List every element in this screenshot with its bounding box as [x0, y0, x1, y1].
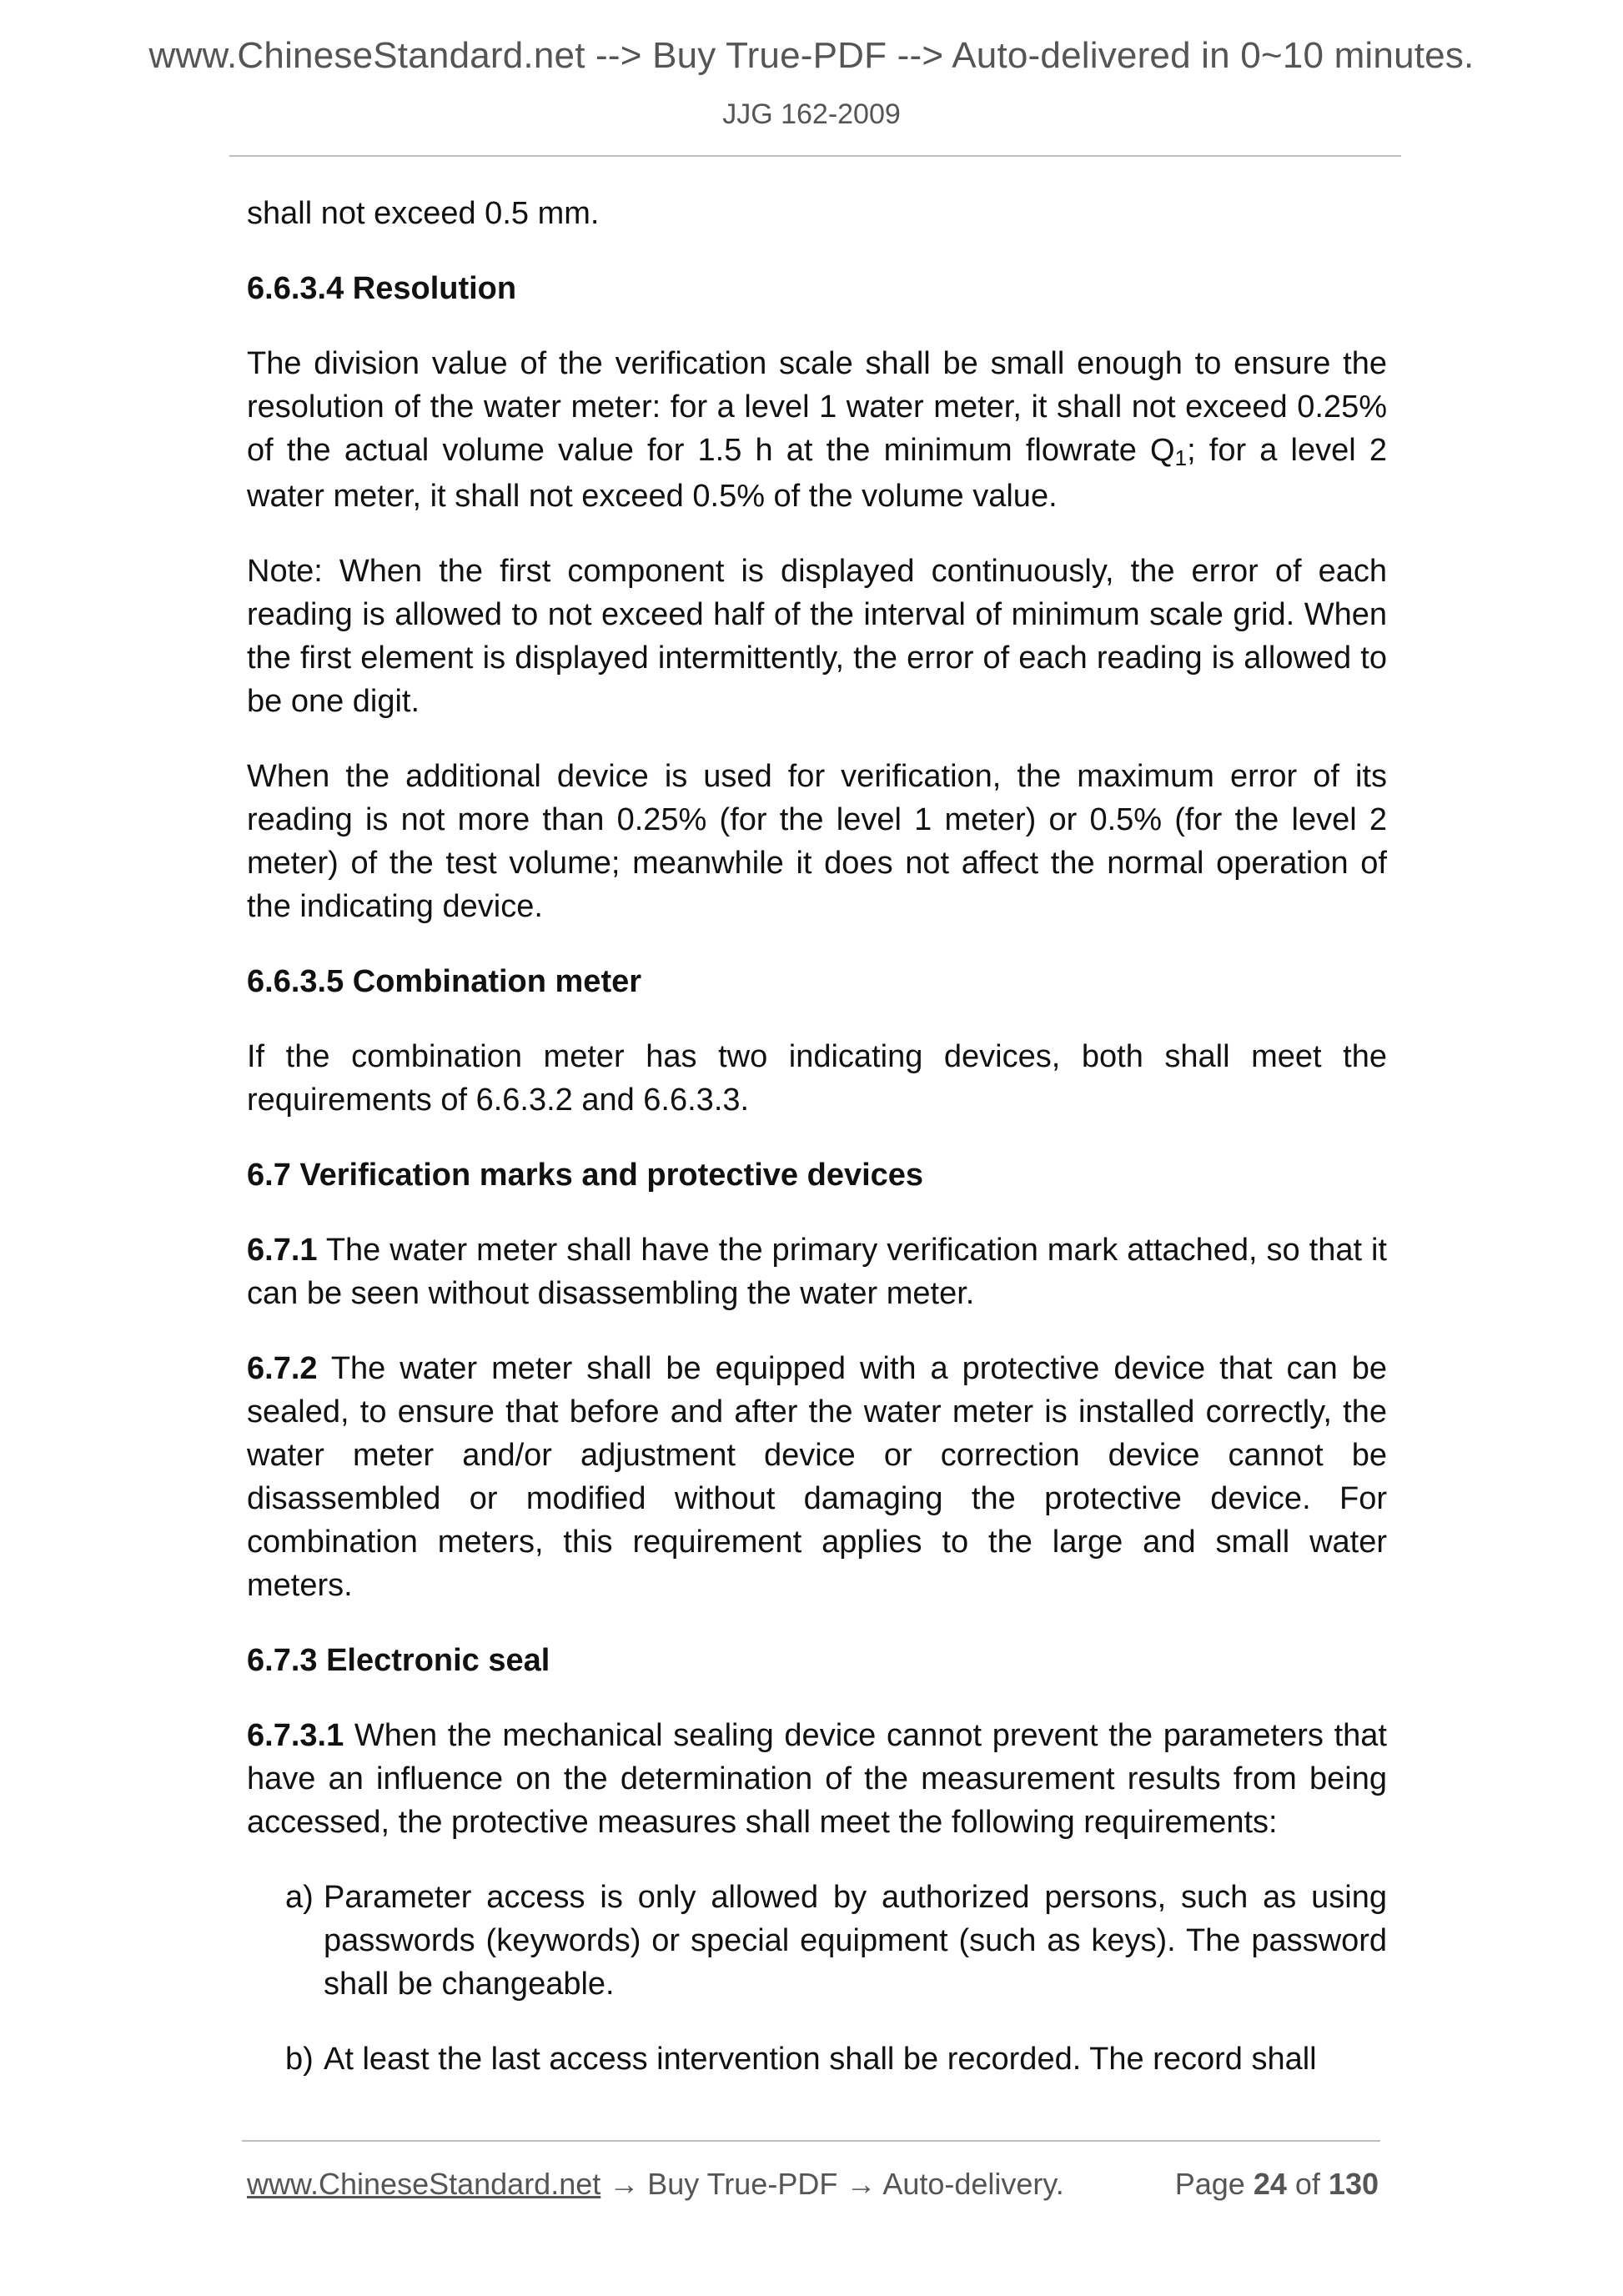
- list-item-text: Parameter access is only allowed by authorized persons, such as using passwords (keywords) or special equipment (such as keys). The password shall be changeable.: [324, 1880, 1387, 2002]
- list-item-text: At least the last access intervention shall be recorded. The record shall: [324, 2042, 1317, 2077]
- list-item: [285, 2037, 1387, 2081]
- clause-number-6-7-3-1: 6.7.3.1: [247, 1718, 344, 1753]
- page-footer: [247, 2167, 1379, 2202]
- heading-6-7-3: 6.7.3 Electronic seal: [247, 1643, 550, 1678]
- list-marker: b): [285, 2042, 314, 2077]
- resolution-text-part1: The division value of the verification scale shall be small enough to ensure the resolution of the water meter: for a level 1 water meter, it shall not exceed 0.25% of the actual volume value for 1.5 h at the minimum flowrate Q: [247, 346, 1387, 468]
- heading-6-6-3-4: 6.6.3.4 Resolution: [247, 271, 517, 306]
- clause-number-6-7-1: 6.7.1: [247, 1233, 318, 1268]
- subscript-1: 1: [1174, 445, 1188, 470]
- paragraph-resolution: [247, 342, 1387, 518]
- footer-divider: [242, 2140, 1380, 2142]
- clause-text-6-7-3-1: When the mechanical sealing device cannot prevent the parameters that have an influence on the determination of the measurement results from being accessed, the protective measures shall meet the following requirements:: [247, 1718, 1387, 1840]
- paragraph-6-7-3-1: [247, 1714, 1387, 1844]
- footer-site-link[interactable]: www.ChineseStandard.net: [247, 2167, 601, 2201]
- page-number: 24: [1253, 2167, 1287, 2201]
- heading-6-6-3-5: 6.6.3.5 Combination meter: [247, 964, 642, 999]
- heading-6-7: 6.7 Verification marks and protective devices: [247, 1158, 924, 1193]
- clause-text-6-7-1: The water meter shall have the primary verification mark attached, so that it can be seen without disassembling the water meter.: [247, 1233, 1387, 1311]
- page-body: [247, 192, 1387, 2113]
- resolution-text-part2: ; for a level 2 water meter, it shall not exceed 0.5% of the volume value.: [247, 433, 1387, 514]
- paragraph-6-7-2: [247, 1347, 1387, 1607]
- footer-tagline: → Buy True-PDF → Auto-delivery.: [600, 2167, 1064, 2201]
- page-indicator: [1175, 2167, 1379, 2202]
- paragraph-additional-device: When the additional device is used for verification, the maximum error of its reading is not more than 0.25% (for the level 1 meter) or 0.5% (for the level 2 meter) of the test volume; meanwhile it does not affect the normal operation of the indicating device.: [247, 759, 1387, 924]
- paragraph-combination-meter: If the combination meter has two indicating devices, both shall meet the requirements of 6.6.3.2 and 6.6.3.3.: [247, 1039, 1387, 1118]
- list-marker: a): [285, 1880, 314, 1915]
- paragraph-note: Note: When the first component is displayed continuously, the error of each reading is allowed to not exceed half of the interval of minimum scale grid. When the first element is displayed intermittently, the error of each reading is allowed to be one digit.: [247, 554, 1387, 719]
- clause-number-6-7-2: 6.7.2: [247, 1351, 318, 1386]
- footer-links: [247, 2167, 1064, 2202]
- of-label: of: [1294, 2167, 1320, 2201]
- list-item: [285, 1876, 1387, 2006]
- page-total: 130: [1328, 2167, 1379, 2201]
- header-divider: [229, 155, 1401, 157]
- paragraph-6-7-1: [247, 1228, 1387, 1315]
- document-id: JJG 162-2009: [722, 98, 901, 130]
- site-banner[interactable]: www.ChineseStandard.net --> Buy True-PDF --> Auto-delivered in 0~10 minutes.: [148, 35, 1475, 76]
- paragraph-continuation: shall not exceed 0.5 mm.: [247, 196, 600, 231]
- clause-text-6-7-2: The water meter shall be equipped with a protective device that can be sealed, to ensure that before and after the water meter is installed correctly, the water meter and/or adjustment device or correction device cannot be disassembled or modified without damaging the protective device. For combination meters, this requirement applies to the large and small water meters.: [247, 1351, 1387, 1603]
- page-label: Page: [1174, 2167, 1245, 2201]
